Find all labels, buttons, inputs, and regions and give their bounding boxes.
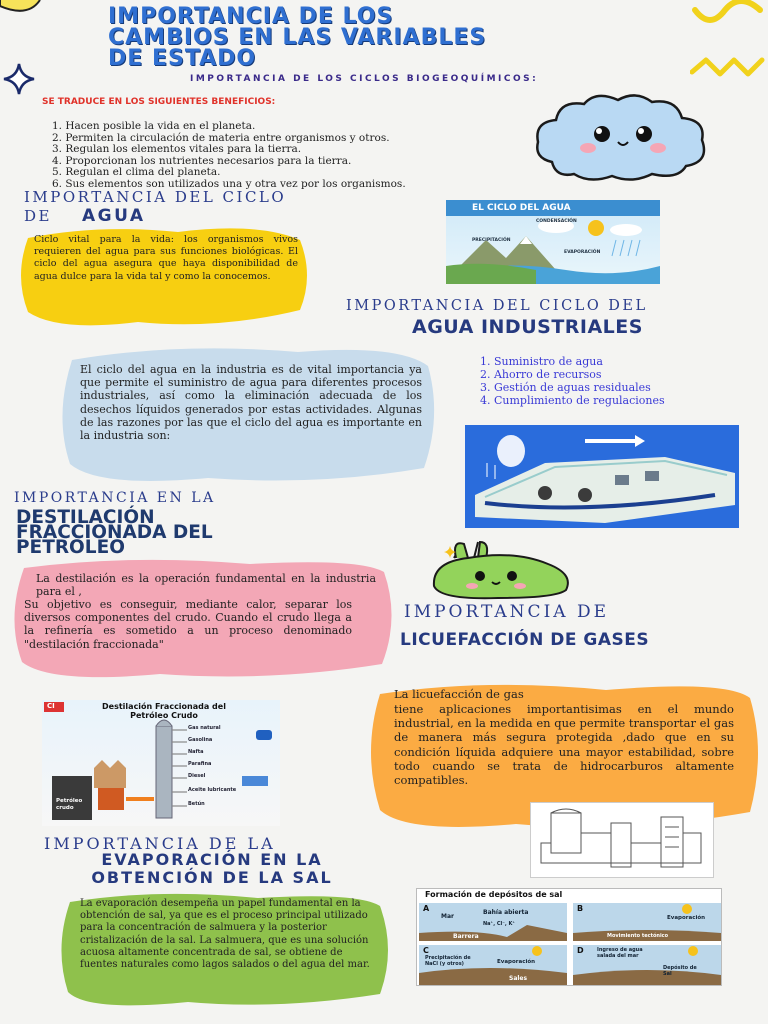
sal-label: Ingreso de agua salada del mar [597,947,643,959]
list-item: 4. Proporcionan los nutrientes necesarios para la tierra. [52,154,352,167]
green-mascot-icon [428,540,576,600]
list-item: 1. Hacen posible la vida en el planeta. [52,120,256,132]
agua-cycle-image [446,200,660,284]
sal-label: Evaporación [497,959,536,965]
destilacion-image-label: Gas natural [188,725,221,731]
destilacion-image-label: Diesel [188,773,206,779]
sal-label: Movimiento tectónico [607,933,669,939]
list-item: 1. Suministro de agua [480,355,603,368]
sal-panel-c: C [423,946,429,955]
sal-bigword: EVAPORACIÓN EN LA OBTENCIÓN DE LA SAL [91,850,333,887]
cloud-mascot-icon [532,92,710,182]
destilacion-image-label: Parafina [188,761,212,767]
agua-image-label: CONDENSACIÓN [536,219,577,224]
sal-panel-a: A [423,904,430,913]
sal-panel-d: D [577,946,584,955]
licuefaccion-text-2: tiene aplicaciones importantisimas en el mundo industrial, en la medida en que permite transportar el gas de manera más segura protegida ,dado que en su condición líquida adquiere una mayor estabilidad, sobre todo cuando se trata de hidrocarburos altamente compatibles. [394,702,734,788]
sal-label: Evaporación [667,915,706,921]
industrial-kicker: IMPORTANCIA DEL CICLO DEL [346,298,648,314]
agua-image-label: PRECIPITACIÓN [472,238,511,243]
destilacion-image-label: Gasolina [188,737,213,743]
sal-kicker: IMPORTANCIA DE LA [44,834,276,853]
list-item: 5. Regulan el clima del planeta. [52,166,221,179]
list-item: 4. Cumplimiento de regulaciones [480,394,665,407]
sal-image-title: Formación de depósitos de sal [425,890,563,899]
sal-label: Bahía abierta [483,909,529,916]
destilacion-image-label: Aceite lubricante [188,787,237,793]
destilacion-kicker: IMPORTANCIA EN LA [14,490,216,506]
destilacion-text-2: Su objetivo es conseguir, mediante calor, separar los diversos componentes del crudo. Cuando el crudo llega a la refinería es sometido a un proceso denominado "destilación fraccionada" [24,598,352,651]
list-item: 2. Permiten la circulación de materia entre organismos y otros. [52,131,390,144]
destilacion-image-title: Destilación Fraccionada del Petróleo Crudo [102,702,226,720]
destilacion-image-label: Petróleo crudo [56,798,83,811]
destilacion-image-badge: CI [47,702,55,710]
destilacion-image-label: Betún [188,801,205,807]
agua-image-title: EL CICLO DEL AGUA [472,203,571,213]
sal-label: Na⁺, Cl⁻, K⁺ [483,921,516,927]
destilacion-image-label: Nafta [188,749,204,755]
sun-doodle [0,0,45,30]
list-item: 6. Sus elementos son utilizados una y otra vez por los organismos. [52,177,406,190]
industrial-bigword: AGUA INDUSTRIALES [412,316,643,338]
list-item: 2. Ahorro de recursos [480,368,602,381]
sal-label: Depósito de Sal [663,965,697,977]
intro-text: SE TRADUCE EN LOS SIGUIENTES BENEFICIOS: [42,97,276,107]
licuefaccion-diagram-image [530,802,714,878]
page-title: IMPORTANCIA DE LOS CAMBIOS EN LAS VARIABLES DE ESTADO [108,4,487,71]
sal-deposits-image [416,888,722,986]
list-item: 3. Regulan los elementos vitales para la tierra. [52,143,302,156]
benefits-list [52,121,406,191]
agua-kicker: IMPORTANCIA DEL CICLO DE AGUA [24,188,287,226]
list-item: 3. Gestión de aguas residuales [480,381,651,394]
sal-label: Precipitación de NaCl (y otros) [425,955,471,967]
agua-text: Ciclo vital para la vida: los organismos vivos requieren del agua para sus funciones biológicas. El ciclo del agua asegura que haya disponibilidad de agua dulce para la vida tal y como la conocemos. [34,234,298,282]
sal-text: La evaporación desempeña un papel fundamental en la obtención de sal, ya que es el proceso principal utilizado para la concentración de salmuera y la posterior cristalización de la sal. La salmuera, que es una solución acuosa altamente concentrada de sal, se obtiene de fuentes naturales como lagos salados o del agua del mar. [80,898,370,971]
page-subtitle: IMPORTANCIA DE LOS CICLOS BIOGEOQUÍMICOS: [190,74,539,84]
sal-label: Mar [441,913,454,920]
sal-label: Barrera [453,933,479,940]
licuefaccion-bigword: LICUEFACCIÓN DE GASES [400,630,650,650]
agua-bigword: AGUA [81,206,146,226]
sparkle-icon [2,62,36,96]
industrial-list [480,355,665,407]
industrial-water-image [465,425,739,528]
destilacion-text-1: La destilación es la operación fundamental en la industria para el , [36,572,376,598]
industrial-text: El ciclo del agua en la industria es de vital importancia ya que permite el suministro de agua para diferentes procesos industriales, así como la eliminación adecuada de los desechos líquidos generados por estas actividades. Algunas de las razones por las que el ciclo del agua es importante en la industria son: [80,363,422,443]
sal-panel-b: B [577,904,584,913]
licuefaccion-kicker: IMPORTANCIA DE [404,602,610,622]
destilacion-image [42,700,280,826]
sal-label: Sales [509,975,528,982]
agua-image-label: EVAPORACIÓN [564,250,601,255]
licuefaccion-text-1: La licuefacción de gas [394,687,524,701]
destilacion-bigword: DESTILACIÓN FRACCIONADA DEL PETRÓLEO [16,507,213,558]
zigzag-doodle [690,0,768,90]
